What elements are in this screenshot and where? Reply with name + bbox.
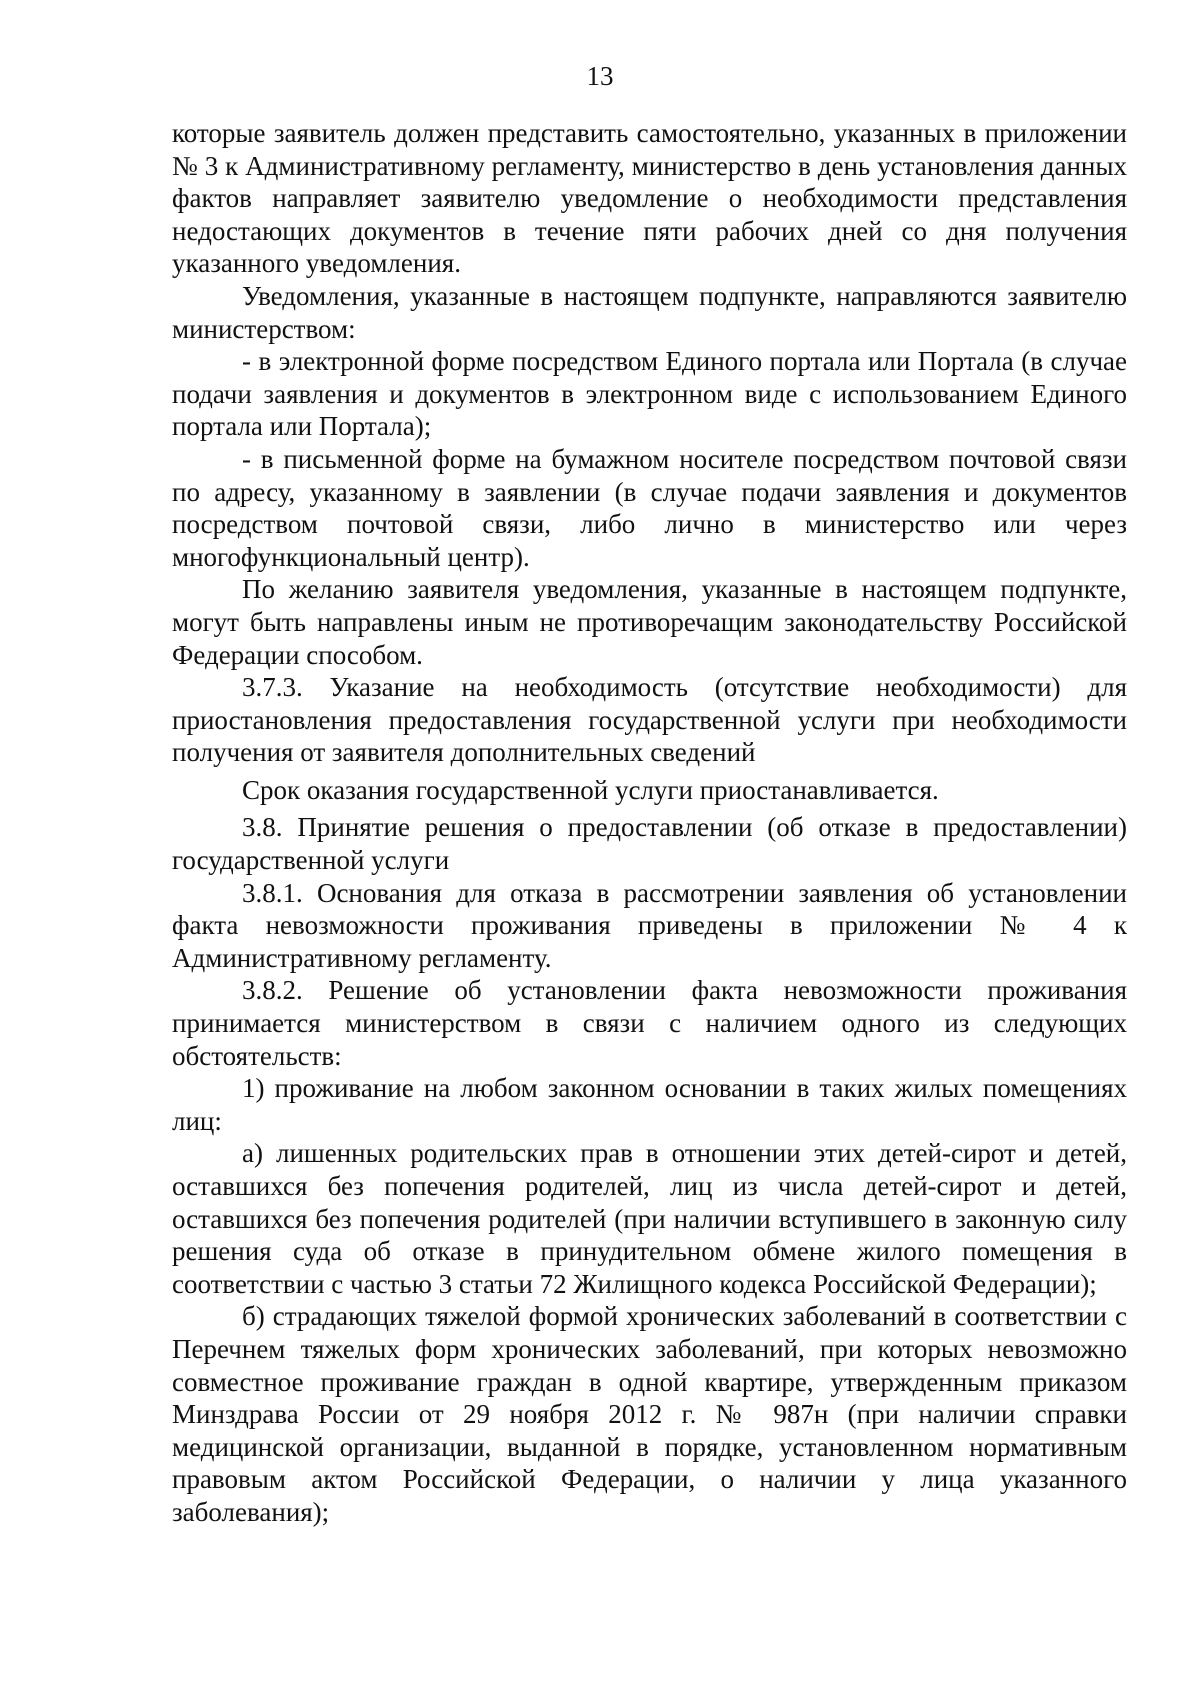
list-item-a: а) лишенных родительских прав в отношении этих детей-сирот и детей, оставшихся без попечения родителей, лиц из числа детей-сирот и детей, оставшихся без попечения родителей (при наличии вступившего в законную силу решения суда об отказе в принудительном обмене жилого помещения в соответствии с частью 3 статьи 72 Жилищного кодекса Российской Федерации);	[172, 1138, 1127, 1299]
list-item-electronic-form: - в электронной форме посредством Единого портала или Портала (в случае подачи заявления и документов в электронном виде с использованием Единого портала или Портала);	[172, 346, 1127, 442]
section-3-8-1: 3.8.1. Основания для отказа в рассмотрении заявления об установлении факта невозможности проживания приведены в приложении № 4 к Административному регламенту.	[172, 877, 1127, 973]
paragraph-suspension: Срок оказания государственной услуги приостанавливается.	[242, 774, 939, 805]
page-number: 13	[586, 61, 614, 91]
section-3-7-3: 3.7.3. Указание на необходимость (отсутствие необходимости) для приостановления предоставления государственной услуги при необходимости получения от заявителя дополнительных сведений	[172, 672, 1127, 768]
list-item-1: 1) проживание на любом законном основании в таких жилых помещениях лиц:	[172, 1073, 1127, 1136]
paragraph-notifications: Уведомления, указанные в настоящем подпункте, направляются заявителю министерством:	[172, 280, 1127, 344]
section-3-8-heading: 3.8. Принятие решения о предоставлении (об отказе в предоставлении) государственной услуги	[172, 812, 1127, 876]
document-body	[172, 117, 1127, 1529]
paragraph-continuation: которые заявитель должен представить самостоятельно, указанных в приложении № 3 к Административному регламенту, министерство в день установления данных фактов направляет заявителю уведомление о необходимости представления недостающих документов в течение пяти рабочих дней со дня получения указанного уведомления.	[172, 118, 1127, 279]
paragraph-applicant-wish: По желанию заявителя уведомления, указанные в настоящем подпункте, могут быть направлены иным не противоречащим законодательству Российской Федерации способом.	[172, 574, 1127, 670]
section-3-8-2: 3.8.2. Решение об установлении факта невозможности проживания принимается министерством в связи с наличием одного из следующих обстоятельств:	[172, 975, 1127, 1071]
list-item-written-form: - в письменной форме на бумажном носителе посредством почтовой связи по адресу, указанному в заявлении (в случае подачи заявления и документов посредством почтовой связи, либо лично в министерство или через многофункциональный центр).	[172, 443, 1127, 572]
list-item-b: б) страдающих тяжелой формой хронических заболеваний в соответствии с Перечнем тяжелых форм хронических заболеваний, при которых невозможно совместное проживание граждан в одной квартире, утвержденным приказом Минздрава России от 29 ноября 2012 г. № 987н (при наличии справки медицинской организации, выданной в порядке, установленном нормативным правовым актом Российской Федерации, о наличии у лица указанного заболевания);	[172, 1301, 1127, 1527]
